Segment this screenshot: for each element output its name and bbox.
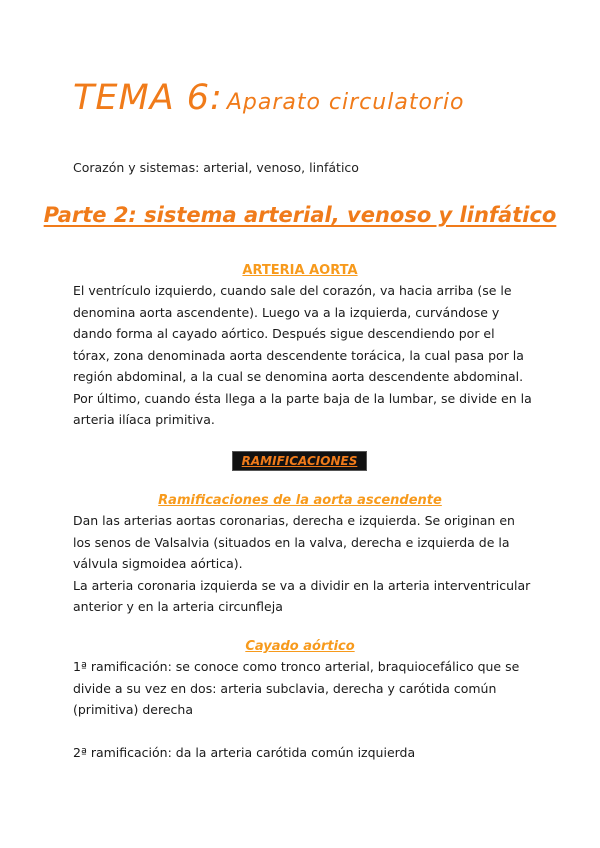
paragraph: 1ª ramificación: se conoce como tronco arterial, braquiocefálico que se divide a su vez en dos: arteria subclavia, derecha y carótida común (primitiva) derecha xyxy=(73,659,520,717)
paragraph: La arteria coronaria izquierda se va a dividir en la arteria interventricular anterior y en la arteria circunfleja xyxy=(73,577,531,614)
document-subtitle: Corazón y sistemas: arterial, venoso, linfático xyxy=(73,160,359,175)
title-sub: Aparato circulatorio xyxy=(226,90,465,115)
section-heading-cayado-aortico: Cayado aórtico xyxy=(245,639,355,654)
section-body-aorta-ascendente xyxy=(73,510,533,618)
paragraph: 2ª ramificación: da la arteria carótida común izquierda xyxy=(73,745,416,760)
section-body-arteria-aorta xyxy=(73,280,533,431)
document-title xyxy=(73,78,465,118)
section-heading-aorta-ascendente: Ramificaciones de la aorta ascendente xyxy=(158,493,442,508)
section-body-cayado-aortico xyxy=(73,656,533,764)
paragraph: El ventrículo izquierdo, cuando sale del corazón, va hacia arriba (se le denomina aorta ascendente). Luego va a la izquierda, curvándose y dando forma al cayado aórtico. Después sigue descendiendo por el tórax, zona denominada aorta descendente torácica, la cual pasa por la región abdominal, a la cual se denomina aorta descendente abdominal. Por último, cuando ésta llega a la parte baja de la lumbar, se divide en la arteria ilíaca primitiva. xyxy=(73,283,532,427)
paragraph: Dan las arterias aortas coronarias, derecha e izquierda. Se originan en los senos de Valsalvia (situados en la valva, derecha e izquierda de la válvula sigmoidea aórtica). xyxy=(73,513,515,571)
ramificaciones-banner: RAMIFICACIONES xyxy=(232,451,367,471)
section-heading-arteria-aorta: ARTERIA AORTA xyxy=(242,263,358,278)
title-main: TEMA 6: xyxy=(73,78,223,118)
part-heading: Parte 2: sistema arterial, venoso y linfático xyxy=(43,203,557,227)
